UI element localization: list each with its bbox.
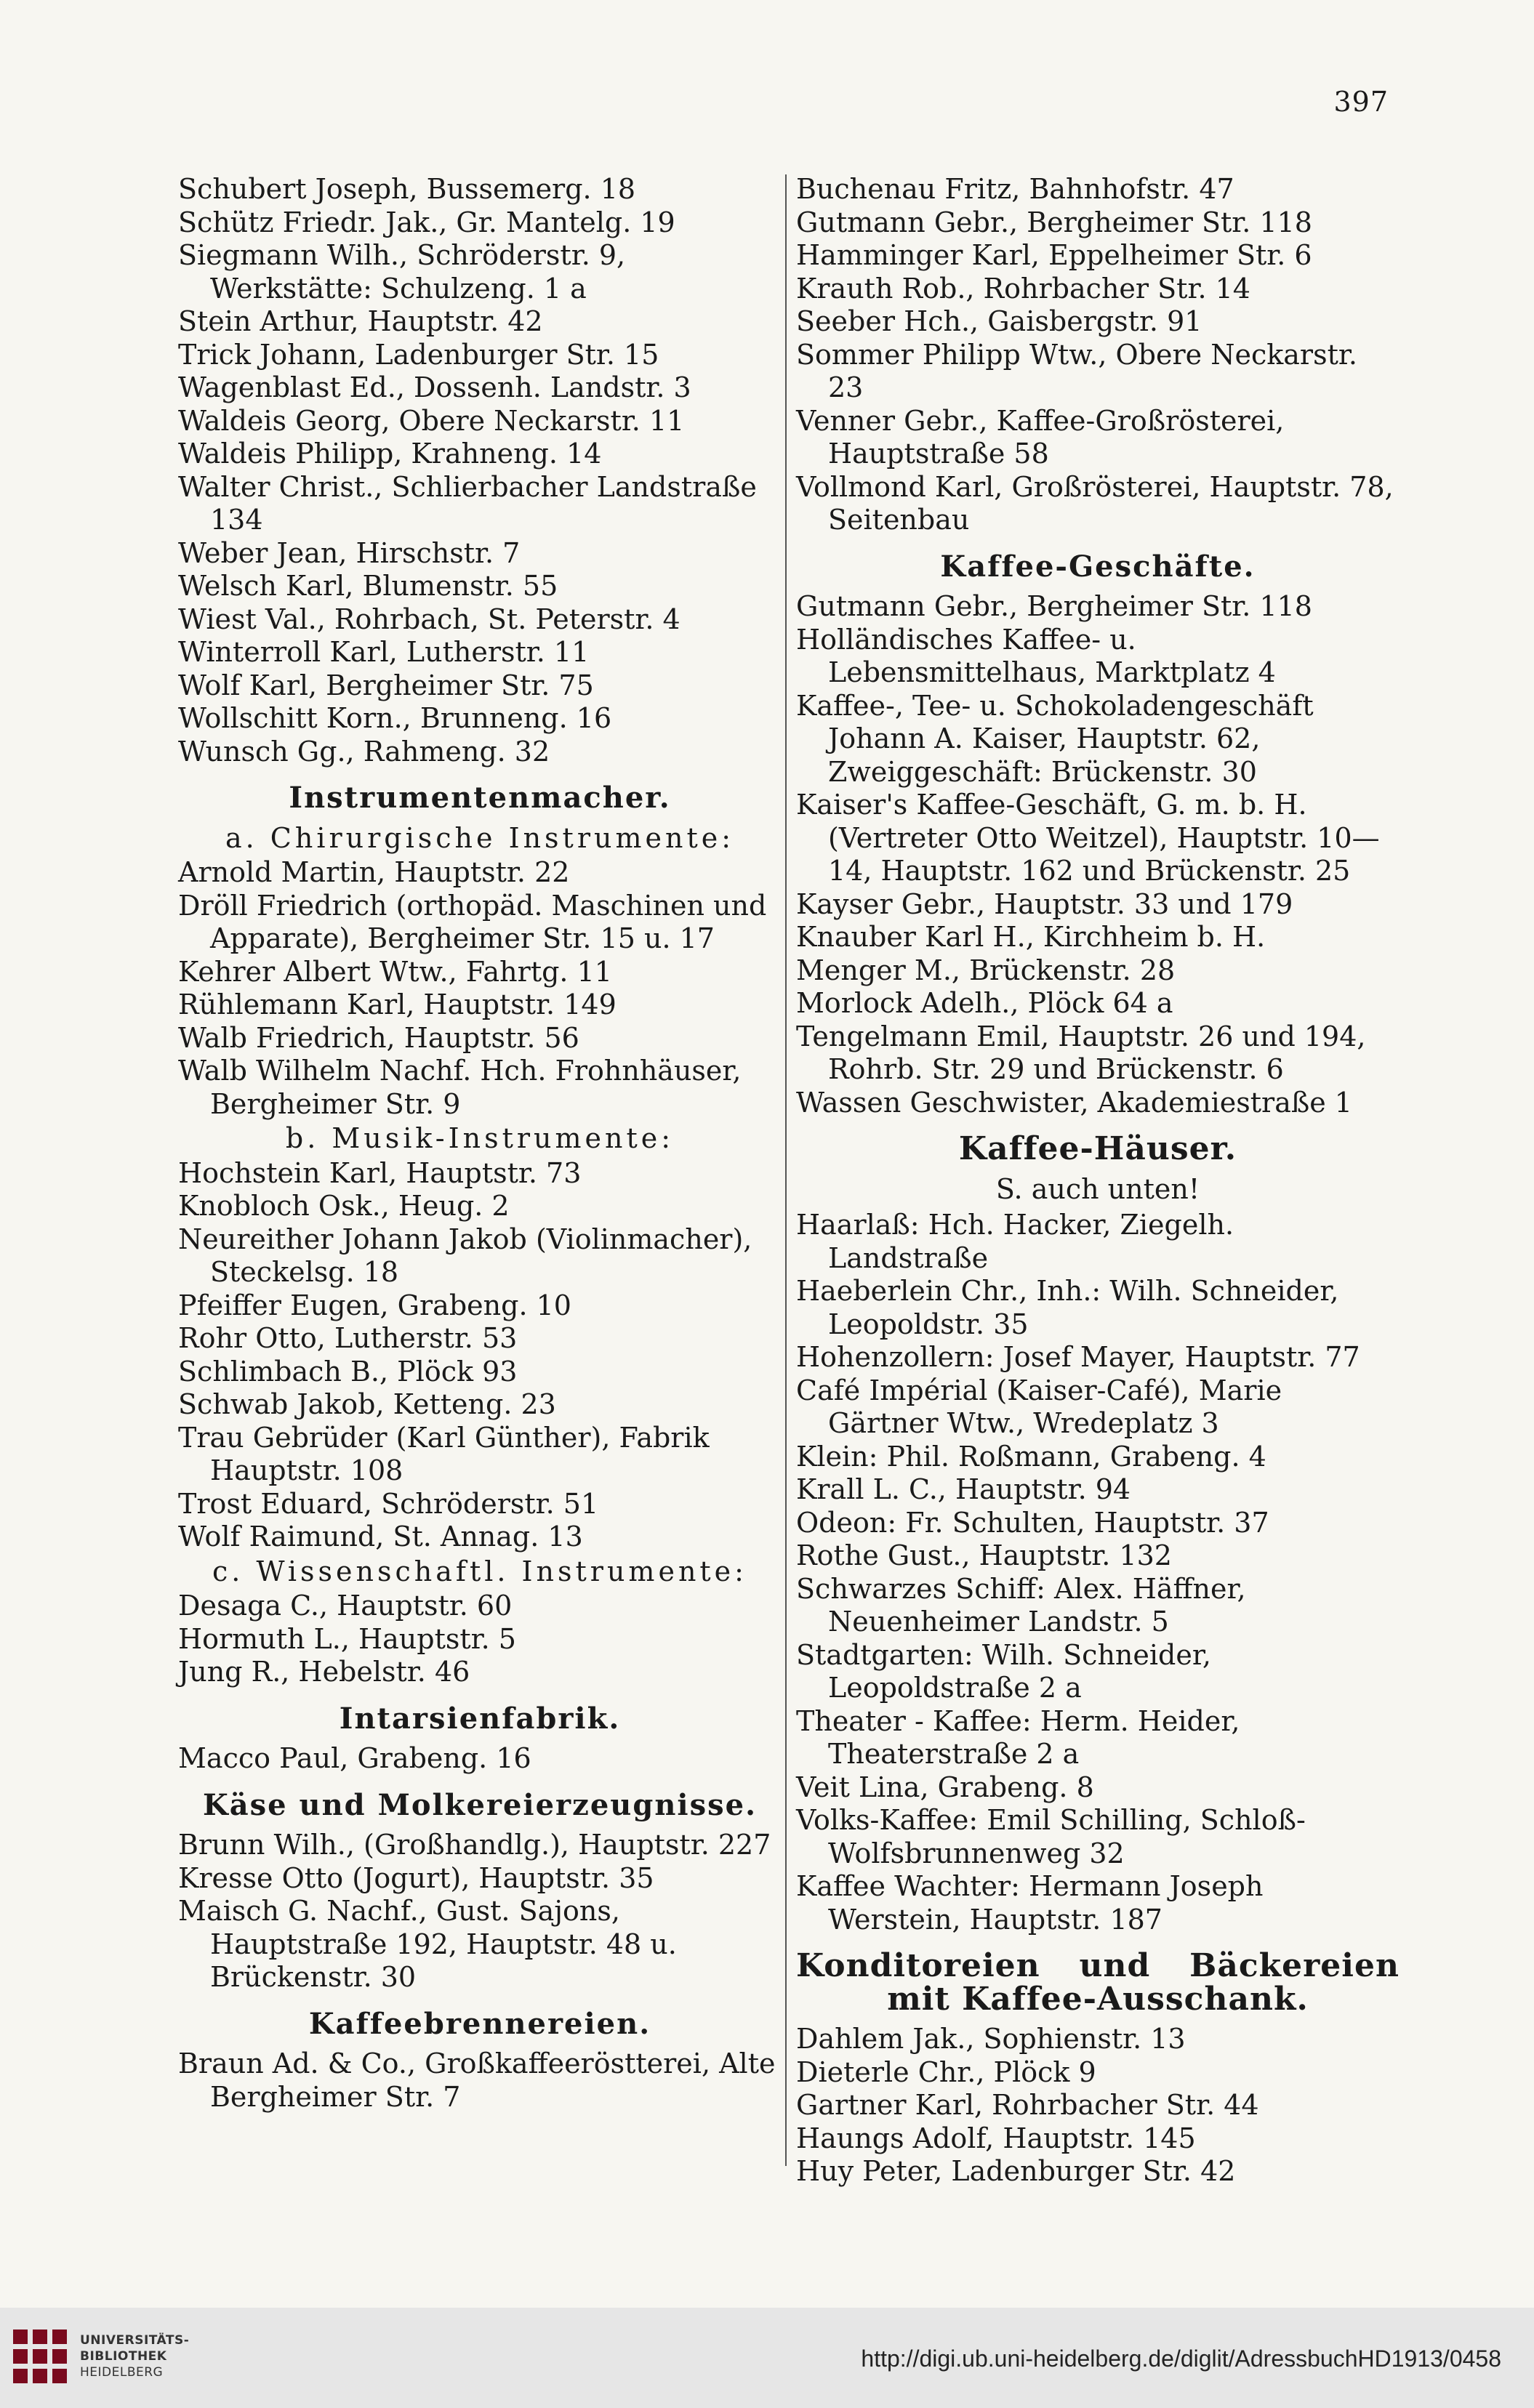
directory-entry: Gutmann Gebr., Bergheimer Str. 118 <box>796 590 1312 622</box>
library-name-line: UNIVERSITÄTS- <box>80 2333 190 2348</box>
directory-entry: Kayser Gebr., Hauptstr. 33 und 179 <box>796 887 1293 920</box>
directory-entry: Krauth Rob., Rohrbacher Str. 14 <box>796 272 1250 305</box>
directory-entry: Buchenau Fritz, Bahnhofstr. 47 <box>796 173 1234 205</box>
directory-entry: Klein: Phil. Roßmann, Grabeng. 4 <box>796 1440 1266 1473</box>
directory-entry: Trick Johann, Ladenburger Str. 15 <box>178 338 659 371</box>
directory-entry: Veit Lina, Grabeng. 8 <box>796 1771 1094 1803</box>
directory-entry: Dahlem Jak., Sophienstr. 13 <box>796 2023 1186 2055</box>
library-seal-icon <box>13 2330 67 2383</box>
section-heading: Kaffeebrennereien. <box>308 2006 651 2041</box>
directory-entry: Winterroll Karl, Lutherstr. 11 <box>178 636 590 668</box>
directory-entry: Kaffee-, Tee- u. Schokoladengeschäft Johann A. Kaiser, Hauptstr. 62, Zweiggeschäft: Brückenstr. 30 <box>796 689 1314 788</box>
directory-entry: Stein Arthur, Hauptstr. 42 <box>178 305 543 337</box>
directory-entry: Walb Wilhelm Nachf. Hch. Frohnhäuser, Bergheimer Str. 9 <box>178 1055 742 1120</box>
directory-entry: Café Impérial (Kaiser-Café), Marie Gärtner Wtw., Wredeplatz 3 <box>796 1374 1282 1439</box>
page-number: 397 <box>1333 86 1389 118</box>
directory-entry: Holländisches Kaffee- u. Lebensmittelhaus, Marktplatz 4 <box>796 623 1276 688</box>
directory-entry: Odeon: Fr. Schulten, Hauptstr. 37 <box>796 1506 1269 1539</box>
directory-entry: Walb Friedrich, Hauptstr. 56 <box>178 1021 579 1054</box>
directory-entry: Kehrer Albert Wtw., Fahrtg. 11 <box>178 955 612 988</box>
directory-entry: Stadtgarten: Wilh. Schneider, Leopoldstraße 2 a <box>796 1638 1211 1704</box>
directory-entry: Gartner Karl, Rohrbacher Str. 44 <box>796 2089 1259 2121</box>
directory-entry: Hormuth L., Hauptstr. 5 <box>178 1622 516 1655</box>
directory-entry: Waldeis Philipp, Krahneng. 14 <box>178 438 602 470</box>
directory-entry: Tengelmann Emil, Hauptstr. 26 und 194, Rohrb. Str. 29 und Brückenstr. 6 <box>796 1020 1366 1085</box>
directory-entry: Rühlemann Karl, Hauptstr. 149 <box>178 988 617 1020</box>
subsection-heading: a. Chirurgische Instrumente: <box>225 821 735 854</box>
subsection-heading: c. Wissenschaftl. Instrumente: <box>212 1555 747 1587</box>
directory-entry: Morlock Adelh., Plöck 64 a <box>796 987 1173 1019</box>
directory-entry: Knauber Karl H., Kirchheim b. H. <box>796 921 1266 953</box>
directory-entry: Volks-Kaffee: Emil Schilling, Schloß-Wolfsbrunnenweg 32 <box>796 1804 1306 1869</box>
directory-entry: Wassen Geschwister, Akademiestraße 1 <box>796 1086 1352 1119</box>
section-heading: Instrumentenmacher. <box>289 781 671 815</box>
library-name-line: HEIDELBERG <box>80 2365 164 2380</box>
library-logo[interactable] <box>13 2330 189 2383</box>
directory-entry: Rohr Otto, Lutherstr. 53 <box>178 1322 518 1354</box>
directory-entry: Trost Eduard, Schröderstr. 51 <box>178 1487 599 1520</box>
section-heading: Käse und Molkereierzeugnisse. <box>202 1787 758 1822</box>
directory-entry: Schütz Friedr. Jak., Gr. Mantelg. 19 <box>178 206 675 238</box>
directory-entry: Theater - Kaffee: Herm. Heider, Theaterstraße 2 a <box>796 1704 1240 1770</box>
library-name <box>80 2332 189 2380</box>
directory-entry: Kaffee Wachter: Hermann Joseph Werstein, Hauptstr. 187 <box>796 1870 1264 1936</box>
directory-entry: Weber Jean, Hirschstr. 7 <box>178 536 521 569</box>
directory-entry: Menger M., Brückenstr. 28 <box>796 954 1176 986</box>
directory-entry: Vollmond Karl, Großrösterei, Hauptstr. 78, Seitenbau <box>796 470 1394 536</box>
section-heading: Intarsienfabrik. <box>339 1701 621 1736</box>
section-heading: Kaffee-Häuser. <box>958 1130 1237 1167</box>
directory-entry: Wolf Karl, Bergheimer Str. 75 <box>178 669 594 701</box>
directory-entry: Krall L. C., Hauptstr. 94 <box>796 1473 1131 1505</box>
directory-entry: Sommer Philipp Wtw., Obere Neckarstr. 23 <box>796 338 1357 403</box>
directory-entry: Schubert Joseph, Bussemerg. 18 <box>178 173 636 205</box>
section-note: S. auch unten! <box>995 1172 1200 1205</box>
directory-entry: Neureither Johann Jakob (Violinmacher), Steckelsg. 18 <box>178 1223 752 1288</box>
directory-entry: Walter Christ., Schlierbacher Landstraße 134 <box>178 470 757 536</box>
directory-entry: Kaiser's Kaffee-Geschäft, G. m. b. H. (Vertreter Otto Weitzel), Hauptstr. 10—14, Hauptstr. 162 und Brückenstr. 25 <box>796 789 1380 887</box>
directory-entry: Brunn Wilh., (Großhandlg.), Hauptstr. 227 <box>178 1829 771 1861</box>
right-column <box>796 173 1400 2188</box>
directory-entry: Dröll Friedrich (orthopäd. Maschinen und Apparate), Bergheimer Str. 15 u. 17 <box>178 889 767 954</box>
directory-entry: Wunsch Gg., Rahmeng. 32 <box>178 735 550 768</box>
directory-entry: Gutmann Gebr., Bergheimer Str. 118 <box>796 206 1312 238</box>
directory-entry: Welsch Karl, Blumenstr. 55 <box>178 570 558 602</box>
library-name-line: BIBLIOTHEK <box>80 2349 167 2364</box>
directory-entry: Dieterle Chr., Plöck 9 <box>796 2055 1096 2088</box>
directory-entry: Haungs Adolf, Hauptstr. 145 <box>796 2122 1196 2154</box>
permalink-url[interactable]: http://digi.ub.uni-heidelberg.de/diglit/AdressbuchHD1913/0458 <box>861 2345 1501 2372</box>
directory-entry: Waldeis Georg, Obere Neckarstr. 11 <box>178 404 685 437</box>
directory-entry: Braun Ad. & Co., Großkaffeeröstterei, Alte Bergheimer Str. 7 <box>178 2047 776 2113</box>
directory-entry: Desaga C., Hauptstr. 60 <box>178 1590 513 1622</box>
directory-entry: Maisch G. Nachf., Gust. Sajons, Hauptstraße 192, Hauptstr. 48 u. Brückenstr. 30 <box>178 1895 677 1993</box>
directory-entry: Seeber Hch., Gaisbergstr. 91 <box>796 305 1202 337</box>
subsection-heading: b. Musik-Instrumente: <box>285 1122 675 1154</box>
directory-entry: Schlimbach B., Plöck 93 <box>178 1355 518 1388</box>
directory-entry: Venner Gebr., Kaffee-Großrösterei, Hauptstraße 58 <box>796 404 1285 470</box>
directory-entry: Wollschitt Korn., Brunneng. 16 <box>178 702 612 734</box>
directory-entry: Haarlaß: Hch. Hacker, Ziegelh. Landstraße <box>796 1209 1234 1274</box>
directory-entry: Schwab Jakob, Ketteng. 23 <box>178 1388 556 1420</box>
footer-bar <box>0 2308 1534 2408</box>
directory-entry: Wolf Raimund, St. Annag. 13 <box>178 1521 583 1553</box>
directory-entry: Jung R., Hebelstr. 46 <box>178 1656 470 1688</box>
directory-entry: Haeberlein Chr., Inh.: Wilh. Schneider, Leopoldstr. 35 <box>796 1275 1339 1340</box>
directory-entry: Hochstein Karl, Hauptstr. 73 <box>178 1156 582 1189</box>
directory-entry: Knobloch Osk., Heug. 2 <box>178 1190 510 1222</box>
directory-entry: Hamminger Karl, Eppelheimer Str. 6 <box>796 239 1312 271</box>
directory-entry: Wagenblast Ed., Dossenh. Landstr. 3 <box>178 371 691 403</box>
directory-entry: Schwarzes Schiff: Alex. Häffner, Neuenheimer Landstr. 5 <box>796 1572 1246 1638</box>
directory-entry: Macco Paul, Grabeng. 16 <box>178 1742 531 1774</box>
directory-entry: Hohenzollern: Josef Mayer, Hauptstr. 77 <box>796 1341 1360 1373</box>
column-divider <box>785 174 787 2166</box>
directory-entry: Pfeiffer Eugen, Grabeng. 10 <box>178 1289 571 1321</box>
section-heading: Konditoreien und Bäckereien mit Kaffee-Ausschank. <box>796 1947 1400 2018</box>
directory-entry: Siegmann Wilh., Schröderstr. 9, Werkstätte: Schulzeng. 1 a <box>178 239 626 305</box>
directory-entry: Trau Gebrüder (Karl Günther), Fabrik Hauptstr. 108 <box>178 1421 710 1486</box>
directory-entry: Huy Peter, Ladenburger Str. 42 <box>796 2155 1236 2187</box>
directory-entry: Arnold Martin, Hauptstr. 22 <box>178 856 570 888</box>
directory-entry: Rothe Gust., Hauptstr. 132 <box>796 1539 1172 1571</box>
left-column <box>178 173 782 2114</box>
directory-entry: Wiest Val., Rohrbach, St. Peterstr. 4 <box>178 603 680 635</box>
directory-entry: Kresse Otto (Jogurt), Hauptstr. 35 <box>178 1861 654 1894</box>
section-heading: Kaffee-Geschäfte. <box>940 549 1256 584</box>
